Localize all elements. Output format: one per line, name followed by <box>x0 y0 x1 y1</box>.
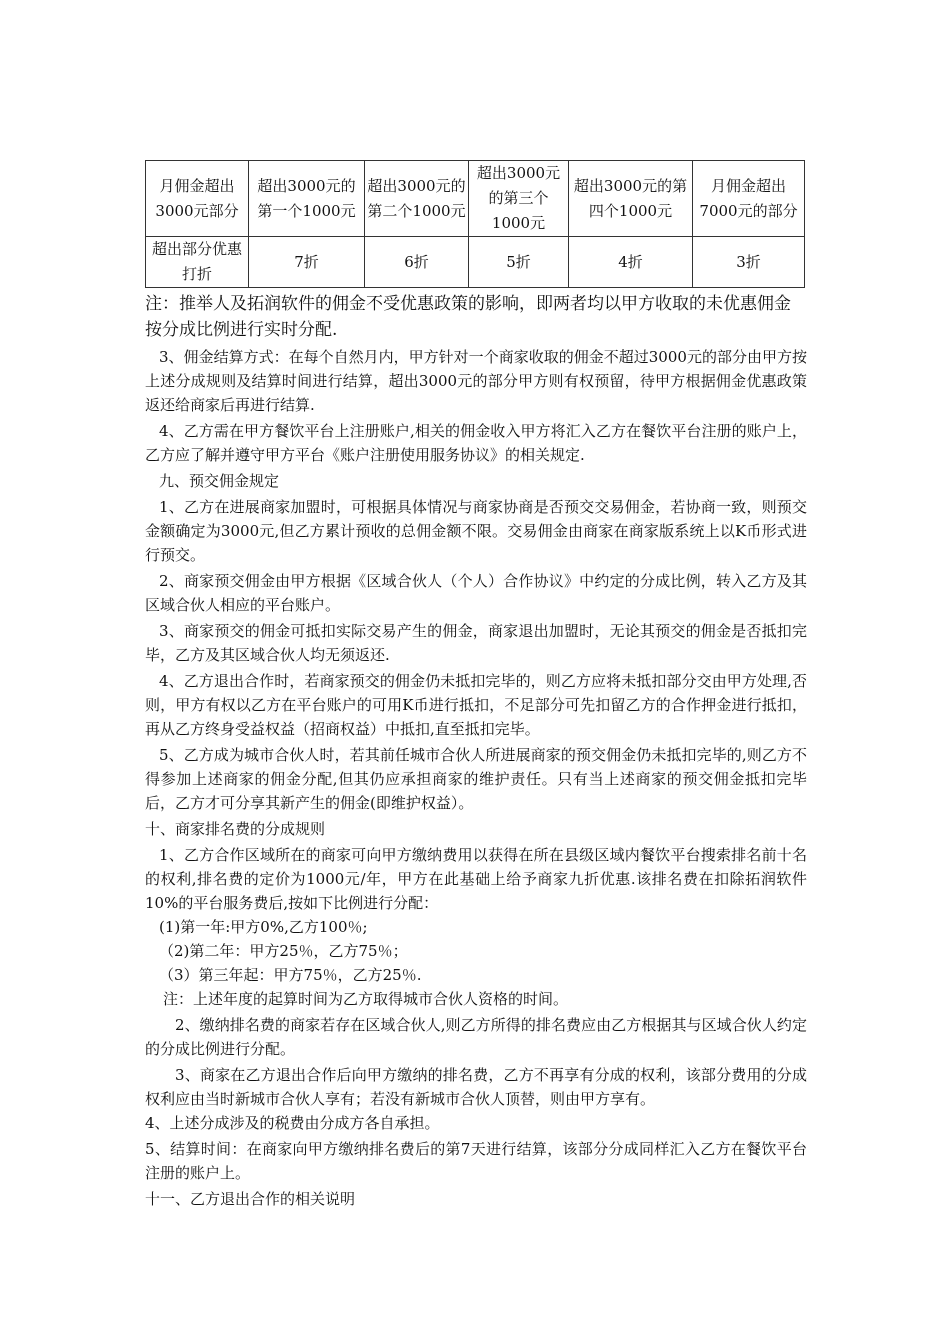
table-cell: 3折 <box>693 237 805 288</box>
paragraph-9-3: 3、商家预交的佣金可抵扣实际交易产生的佣金，商家退出加盟时，无论其预交的佣金是否抵扣完毕，乙方及其区域合伙人均无须返还. <box>145 622 807 664</box>
commission-note: 注：推举人及拓润软件的佣金不受优惠政策的影响，即两者均以甲方收取的未优惠佣金按分成比例进行实时分配. <box>145 294 791 340</box>
paragraph-10-3: 3、商家在乙方退出合作后向甲方缴纳的排名费，乙方不再享有分成的权利，该部分费用的分成权利应由当时新城市合伙人享有；若没有新城市合伙人顶替，则由甲方享有。 <box>145 1066 807 1108</box>
table-header-cell: 超出3000元的第四个1000元 <box>569 161 693 237</box>
ratio-year-3: （3）第三年起：甲方75％，乙方25％. <box>159 966 422 984</box>
section-heading-10: 十、商家排名费的分成规则 <box>145 820 326 838</box>
table-header-cell: 超出3000元的第一个1000元 <box>249 161 365 237</box>
paragraph-9-2: 2、商家预交佣金由甲方根据《区域合伙人（个人）合作协议》中约定的分成比例，转入乙方及其区域合伙人相应的平台账户。 <box>145 572 807 614</box>
paragraph-9-5: 5、乙方成为城市合伙人时，若其前任城市合伙人所进展商家的预交佣金仍未抵扣完毕的,则乙方不得参加上述商家的佣金分配,但其仍应承担商家的维护责任。只有当上述商家的预交佣金抵扣完毕后，乙方才可分享其新产生的佣金(即维护权益）。 <box>145 746 807 812</box>
ratio-year-2: （2)第二年：甲方25％，乙方75％； <box>159 942 408 960</box>
table-header-cell: 月佣金超出3000元部分 <box>146 161 249 237</box>
paragraph-10-2: 2、缴纳排名费的商家若存在区域合伙人,则乙方所得的排名费应由乙方根据其与区域合伙人约定的分成比例进行分配。 <box>145 1016 807 1058</box>
table-row <box>146 237 805 288</box>
table-header-cell: 超出3000元的第二个1000元 <box>365 161 469 237</box>
table-row <box>146 161 805 237</box>
paragraph-10-4: 4、上述分成涉及的税费由分成方各自承担。 <box>145 1114 440 1132</box>
paragraph-9-4: 4、乙方退出合作时，若商家预交的佣金仍未抵扣完毕的，则乙方应将未抵扣部分交由甲方处理,否则，甲方有权以乙方在平台账户的可用K币进行抵扣，不足部分可先扣留乙方的合作押金进行抵扣，再从乙方终身受益权益（招商权益）中抵扣,直至抵扣完毕。 <box>145 672 807 738</box>
table-cell: 7折 <box>249 237 365 288</box>
year-start-note: 注：上述年度的起算时间为乙方取得城市合伙人资格的时间。 <box>163 990 569 1008</box>
document-page <box>145 160 807 1211</box>
paragraph-account-registration: 4、乙方需在甲方餐饮平台上注册账户,相关的佣金收入甲方将汇入乙方在餐饮平台注册的账户上，乙方应了解并遵守甲方平台《账户注册使用服务协议》的相关规定. <box>145 422 807 464</box>
commission-discount-table <box>145 160 805 288</box>
table-cell: 4折 <box>569 237 693 288</box>
table-cell: 5折 <box>469 237 569 288</box>
table-cell: 超出部分优惠打折 <box>146 237 249 288</box>
table-header-cell: 超出3000元的第三个1000元 <box>469 161 569 237</box>
table-header-cell: 月佣金超出7000元的部分 <box>693 161 805 237</box>
paragraph-settlement-method: 3、佣金结算方式：在每个自然月内，甲方针对一个商家收取的佣金不超过3000元的部分由甲方按上述分成规则及结算时间进行结算，超出3000元的部分甲方则有权预留，待甲方根据佣金优惠政策返还给商家后再进行结算. <box>145 348 807 414</box>
paragraph-9-1: 1、乙方在进展商家加盟时，可根据具体情况与商家协商是否预交交易佣金，若协商一致，则预交金额确定为3000元,但乙方累计预收的总佣金额不限。交易佣金由商家在商家版系统上以K币形式进行预交。 <box>145 498 807 564</box>
table-cell: 6折 <box>365 237 469 288</box>
paragraph-10-1: 1、乙方合作区域所在的商家可向甲方缴纳费用以获得在所在县级区域内餐饮平台搜索排名前十名的权利,排名费的定价为1000元/年，甲方在此基础上给予商家九折优惠.该排名费在扣除拓润软件10%的平台服务费后,按如下比例进行分配： <box>145 846 807 912</box>
paragraph-10-5: 5、结算时间：在商家向甲方缴纳排名费后的第7天进行结算，该部分分成同样汇入乙方在餐饮平台注册的账户上。 <box>145 1140 807 1182</box>
section-heading-11: 十一、乙方退出合作的相关说明 <box>145 1190 356 1208</box>
section-heading-9: 九、预交佣金规定 <box>159 472 280 490</box>
ratio-year-1: (1)第一年:甲方0%,乙方100％; <box>159 918 368 936</box>
